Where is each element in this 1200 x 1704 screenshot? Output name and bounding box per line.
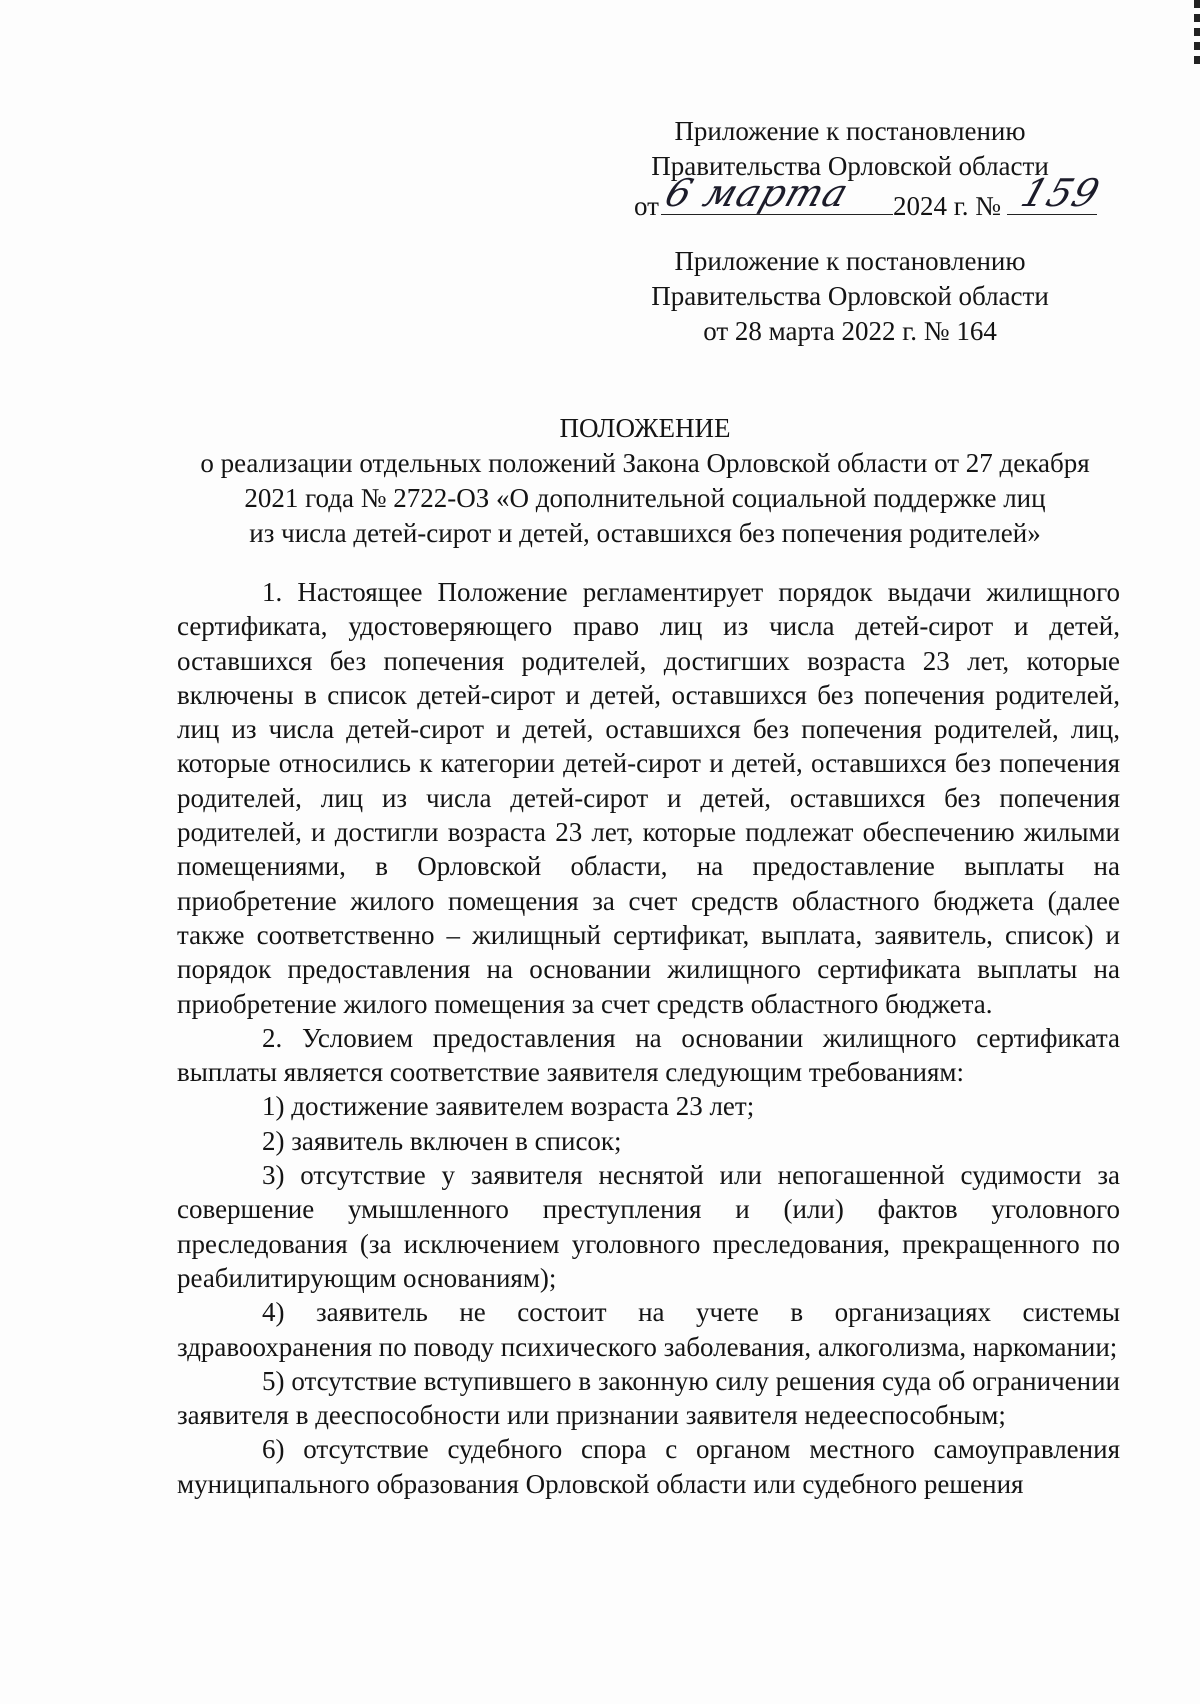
appendix-header-line2: Правительства Орловской области bbox=[651, 151, 1049, 181]
title-line-1: о реализации отдельных положений Закона Орловской области от 27 декабря bbox=[200, 448, 1090, 478]
appendix-header-new bbox=[620, 114, 1106, 224]
date-year: 2024 г. № bbox=[892, 191, 1001, 221]
date-blank bbox=[659, 171, 893, 215]
title-line-2: 2021 года № 2722-ОЗ «О дополнительной социальной поддержке лиц bbox=[244, 483, 1046, 513]
appendix-old-line3: от 28 марта 2022 г. № 164 bbox=[703, 316, 997, 346]
title-line-3: из числа детей-сирот и детей, оставшихся без попечения родителей» bbox=[249, 518, 1041, 548]
handwritten-date: 6 марта bbox=[659, 171, 855, 215]
list-item: 6) отсутствие судебного спора с органом местного самоуправления муниципального образования Орловской области или судебного решения bbox=[177, 1434, 1120, 1499]
list-item: 1) достижение заявителем возраста 23 лет; bbox=[262, 1091, 755, 1122]
list-item: 3) отсутствие у заявителя неснятой или непогашенной судимости за совершение умышленного преступления и (или) фактов уголовного преследования (за исключением уголовного преследования, прекращенного по реабилитирующим основаниям); bbox=[177, 1160, 1120, 1293]
handwritten-number: 159 bbox=[1015, 171, 1106, 215]
paragraph-2: 2. Условием предоставления на основании жилищного сертификата выплаты является соответствие заявителя следующим требованиям: bbox=[177, 1022, 1120, 1088]
document-title bbox=[170, 411, 1120, 551]
appendix-date-row bbox=[620, 171, 1106, 224]
document-body bbox=[177, 575, 1120, 1501]
date-prefix: от bbox=[634, 191, 659, 221]
list-item: 4) заявитель не состоит на учете в организациях системы здравоохранения по поводу психического заболевания, алкоголизма, наркомании; bbox=[177, 1297, 1120, 1362]
number-blank bbox=[1007, 171, 1106, 215]
list-item: 5) отсутствие вступившего в законную силу решения суда об ограничении заявителя в дееспособности или признании заявителя недееспособным; bbox=[177, 1365, 1120, 1431]
title-heading: ПОЛОЖЕНИЕ bbox=[559, 413, 731, 443]
paragraph-1: 1. Настоящее Положение регламентирует порядок выдачи жилищного сертификата, удостоверяющего право лиц из числа детей-сирот и детей, оставшихся без попечения родителей, достигших возраста 23 лет, которые включены в список детей-сирот и детей, оставшихся без попечения родителей, лиц из числа детей-сирот и детей, оставшихся без попечения родителей, лиц, которые относились к категории детей-сирот и детей, оставшихся без попечения родителей, лиц из числа детей-сирот и детей, оставшихся без попечения родителей, и достигли возраста 23 лет, которые подлежат обеспечению жилыми помещениями, в Орловской области, на предоставление выплаты на приобретение жилого помещения за счет средств областного бюджета (далее также соответственно – жилищный сертификат, выплата, заявитель, список) и порядок предоставления на основании жилищного сертификата выплаты на приобретение жилого помещения за счет средств областного бюджета. bbox=[177, 577, 1120, 1019]
appendix-old-line2: Правительства Орловской области bbox=[651, 281, 1049, 311]
appendix-header-line1: Приложение к постановлению bbox=[674, 116, 1026, 146]
list-item: 2) заявитель включен в список; bbox=[262, 1125, 622, 1156]
appendix-header-old bbox=[620, 244, 1080, 349]
scan-edge-mark bbox=[1194, 0, 1200, 70]
appendix-old-line1: Приложение к постановлению bbox=[674, 246, 1026, 276]
